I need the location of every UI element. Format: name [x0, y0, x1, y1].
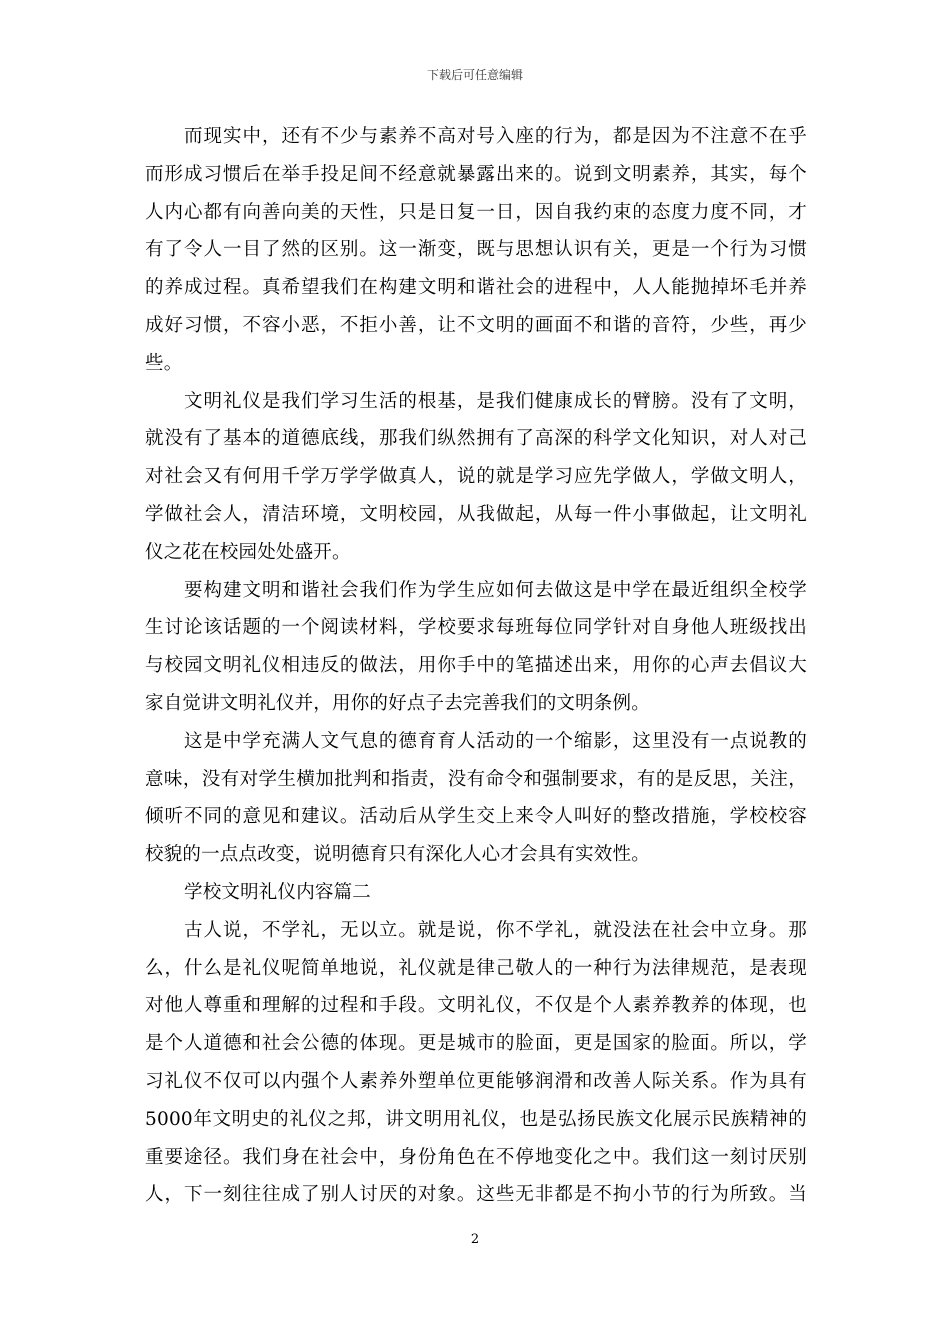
text-line: 生讨论该话题的一个阅读材料，学校要求每班每位同学针对自身他人班级找出 — [145, 617, 807, 639]
text-line: 而现实中，还有不少与素养不高对号入座的行为，都是因为不注意不在乎 — [184, 126, 807, 147]
text-line: 成好习惯，不容小恶，不拒小善，让不文明的画面不和谐的音符，少些，再少 — [145, 314, 807, 336]
text-line: 古人说，不学礼，无以立。就是说，你不学礼，就没法在社会中立身。那 — [184, 919, 807, 941]
paragraph-1 — [145, 118, 807, 383]
text-line: 人内心都有向善向美的天性，只是日复一日，因自我约束的态度力度不同，才 — [145, 201, 807, 223]
text-line: 就没有了基本的道德底线，那我们纵然拥有了高深的科学文化知识，对人对己 — [145, 428, 807, 450]
text-line: 对社会又有何用千学万学学做真人，说的就是学习应先学做人，学做文明人， — [145, 466, 807, 488]
text-line: 倾听不同的意见和建议。活动后从学生交上来令人叫好的整改措施，学校校容 — [145, 806, 807, 828]
document-body — [145, 118, 807, 1214]
text-line: 习礼仪不仅可以内强个人素养外塑单位更能够润滑和改善人际关系。作为具有 — [145, 1070, 807, 1092]
page-number: 2 — [470, 1232, 480, 1247]
text-line: 意味，没有对学生横加批判和指责，没有命令和强制要求，有的是反思，关注， — [145, 768, 807, 790]
text-line: 是个人道德和社会公德的体现。更是城市的脸面，更是国家的脸面。所以，学 — [145, 1033, 807, 1055]
text-line: 些。 — [145, 352, 183, 374]
text-line: 的养成过程。真希望我们在构建文明和谐社会的进程中，人人能抛掉坏毛并养 — [145, 277, 807, 299]
text-line: 家自觉讲文明礼仪并，用你的好点子去完善我们的文明条例。 — [145, 692, 650, 714]
text-line: 仪之花在校园处处盛开。 — [145, 541, 351, 563]
text-line: 这是中学充满人文气息的德育育人活动的一个缩影，这里没有一点说教的 — [184, 730, 807, 752]
text-line: 文明礼仪是我们学习生活的根基，是我们健康成长的臂膀。没有了文明， — [184, 390, 807, 412]
paragraph-3 — [145, 572, 807, 723]
page-header: 下载后可任意编辑 — [426, 68, 523, 82]
text-line: 校貌的一点点改变，说明德育只有深化人心才会具有实效性。 — [145, 844, 650, 866]
text-line: 有了令人一目了然的区别。这一渐变，既与思想认识有关，更是一个行为习惯 — [145, 239, 807, 261]
text-line: 么，什么是礼仪呢简单地说，礼仪就是律己敬人的一种行为法律规范，是表现 — [145, 957, 807, 979]
section-heading: 学校文明礼仪内容篇二 — [184, 881, 372, 903]
text-line: 要构建文明和谐社会我们作为学生应如何去做这是中学在最近组织全校学 — [184, 579, 807, 601]
text-line: 重要途径。我们身在社会中，身份角色在不停地变化之中。我们这一刻讨厌别 — [145, 1146, 807, 1168]
text-line: 与校园文明礼仪相违反的做法，用你手中的笔描述出来，用你的心声去倡议大 — [145, 655, 807, 677]
text-line: 5000年文明史的礼仪之邦，讲文明用礼仪，也是弘扬民族文化展示民族精神的 — [145, 1108, 807, 1130]
text-line: 学做社会人，清洁环境，文明校园，从我做起，从每一件小事做起，让文明礼 — [145, 503, 807, 525]
paragraph-5 — [145, 912, 807, 1214]
paragraph-4 — [145, 723, 807, 874]
paragraph-2 — [145, 383, 807, 572]
text-line: 人，下一刻往往成了别人讨厌的对象。这些无非都是不拘小节的行为所致。当 — [145, 1184, 807, 1206]
text-line: 而形成习惯后在举手投足间不经意就暴露出来的。说到文明素养，其实，每个 — [145, 163, 807, 185]
text-line: 对他人尊重和理解的过程和手段。文明礼仪，不仅是个人素养教养的体现，也 — [145, 995, 807, 1017]
